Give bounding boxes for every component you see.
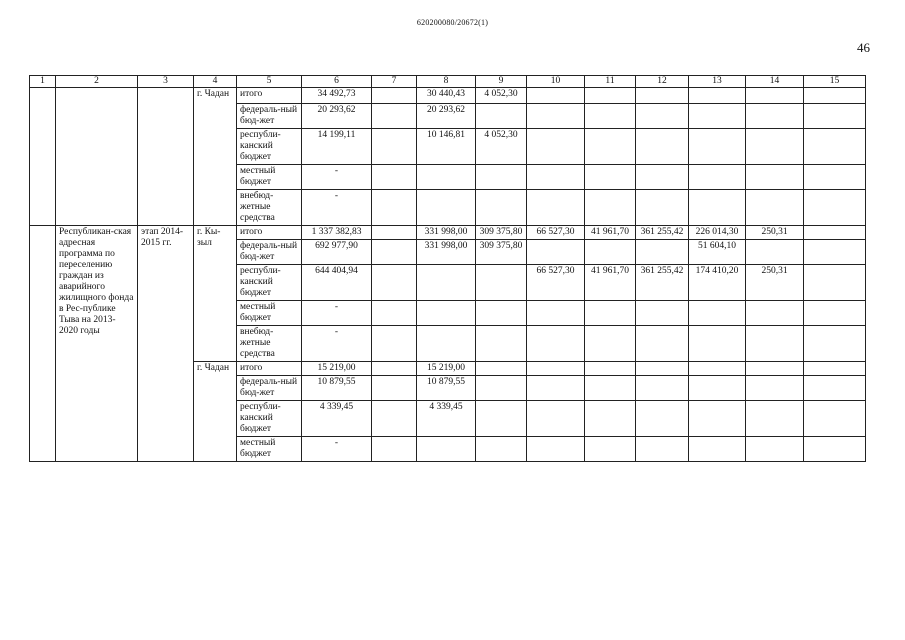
cell-c12 <box>636 376 689 401</box>
cell-c12: 361 255,42 <box>636 265 689 301</box>
cell-c6: - <box>302 165 372 190</box>
cell-c12: 361 255,42 <box>636 226 689 240</box>
cell-c10 <box>527 104 585 129</box>
cell-c6: 692 977,90 <box>302 240 372 265</box>
cell-c9 <box>476 362 527 376</box>
cell-c8: 331 998,00 <box>417 240 476 265</box>
row-label: федераль-ный бюд-жет <box>237 104 302 129</box>
cell-c14 <box>746 401 804 437</box>
row-label: местный бюджет <box>237 165 302 190</box>
cell-c7 <box>372 401 417 437</box>
cell-c11 <box>585 401 636 437</box>
cell-c8 <box>417 326 476 362</box>
cell-c11 <box>585 301 636 326</box>
cell-c9: 309 375,80 <box>476 240 527 265</box>
city-kyzyl: г. Кы-зыл <box>194 226 237 362</box>
cell-c8 <box>417 437 476 462</box>
cell-c13 <box>689 376 746 401</box>
cell-c15 <box>804 104 866 129</box>
row-label: местный бюджет <box>237 301 302 326</box>
cell-c12 <box>636 104 689 129</box>
col-header-11: 11 <box>585 76 636 88</box>
cell-c9 <box>476 401 527 437</box>
cell-c9 <box>476 301 527 326</box>
cell-c11 <box>585 129 636 165</box>
cell-c12 <box>636 301 689 326</box>
column-number-row <box>30 76 866 88</box>
cell-c15 <box>804 240 866 265</box>
cell-c8: 20 293,62 <box>417 104 476 129</box>
cell-empty <box>30 88 56 226</box>
cell-c15 <box>804 326 866 362</box>
col-header-4: 4 <box>194 76 237 88</box>
cell-c14 <box>746 129 804 165</box>
cell-c14 <box>746 190 804 226</box>
col-header-8: 8 <box>417 76 476 88</box>
cell-c7 <box>372 165 417 190</box>
row-label: итого <box>237 226 302 240</box>
cell-c10: 66 527,30 <box>527 265 585 301</box>
cell-c12 <box>636 190 689 226</box>
cell-c10 <box>527 88 585 104</box>
cell-c6: 15 219,00 <box>302 362 372 376</box>
cell-c14 <box>746 165 804 190</box>
cell-c6: 4 339,45 <box>302 401 372 437</box>
cell-c7 <box>372 104 417 129</box>
cell-c8 <box>417 165 476 190</box>
row-label: республи-канский бюджет <box>237 265 302 301</box>
cell-c7 <box>372 226 417 240</box>
cell-c14 <box>746 240 804 265</box>
row-label: местный бюджет <box>237 437 302 462</box>
table-row <box>30 226 866 240</box>
row-label: республи-канский бюджет <box>237 129 302 165</box>
cell-c13 <box>689 104 746 129</box>
cell-c8: 4 339,45 <box>417 401 476 437</box>
cell-c14: 250,31 <box>746 265 804 301</box>
row-label: внебюд-жетные средства <box>237 190 302 226</box>
cell-c11 <box>585 326 636 362</box>
cell-c6: 14 199,11 <box>302 129 372 165</box>
budget-table <box>29 75 866 462</box>
table-row <box>30 88 866 104</box>
cell-c7 <box>372 129 417 165</box>
cell-c15 <box>804 129 866 165</box>
cell-c11 <box>585 190 636 226</box>
col-header-9: 9 <box>476 76 527 88</box>
col-header-5: 5 <box>237 76 302 88</box>
cell-c6: 34 492,73 <box>302 88 372 104</box>
cell-c10 <box>527 326 585 362</box>
col-header-2: 2 <box>56 76 138 88</box>
cell-c9 <box>476 190 527 226</box>
cell-c12 <box>636 129 689 165</box>
cell-c10 <box>527 437 585 462</box>
col-header-3: 3 <box>138 76 194 88</box>
cell-c15 <box>804 376 866 401</box>
cell-c10 <box>527 376 585 401</box>
cell-empty <box>56 88 138 226</box>
cell-c11 <box>585 88 636 104</box>
cell-c10 <box>527 129 585 165</box>
cell-c13: 51 604,10 <box>689 240 746 265</box>
cell-c11 <box>585 362 636 376</box>
cell-c10 <box>527 165 585 190</box>
cell-c10 <box>527 240 585 265</box>
cell-c8 <box>417 301 476 326</box>
col-header-6: 6 <box>302 76 372 88</box>
cell-c12 <box>636 437 689 462</box>
cell-c15 <box>804 190 866 226</box>
cell-c8: 331 998,00 <box>417 226 476 240</box>
cell-c7 <box>372 240 417 265</box>
cell-c15 <box>804 265 866 301</box>
cell-c13: 174 410,20 <box>689 265 746 301</box>
cell-c6: 644 404,94 <box>302 265 372 301</box>
cell-c14 <box>746 104 804 129</box>
cell-c15 <box>804 165 866 190</box>
cell-c10: 66 527,30 <box>527 226 585 240</box>
cell-c15 <box>804 301 866 326</box>
cell-c11 <box>585 240 636 265</box>
cell-c9 <box>476 326 527 362</box>
cell-c7 <box>372 301 417 326</box>
cell-c13 <box>689 88 746 104</box>
cell-empty <box>30 226 56 462</box>
cell-c9 <box>476 437 527 462</box>
cell-c6: 10 879,55 <box>302 376 372 401</box>
cell-c7 <box>372 376 417 401</box>
cell-c15 <box>804 437 866 462</box>
document-id: 620200080/20672(1) <box>416 18 489 27</box>
col-header-14: 14 <box>746 76 804 88</box>
cell-c7 <box>372 265 417 301</box>
cell-c11 <box>585 104 636 129</box>
col-header-7: 7 <box>372 76 417 88</box>
cell-c9 <box>476 376 527 401</box>
cell-c13 <box>689 165 746 190</box>
cell-c9 <box>476 165 527 190</box>
cell-c12 <box>636 165 689 190</box>
row-label: итого <box>237 362 302 376</box>
cell-c6: - <box>302 326 372 362</box>
row-label: федераль-ный бюд-жет <box>237 376 302 401</box>
row-label: федераль-ный бюд-жет <box>237 240 302 265</box>
cell-c13 <box>689 326 746 362</box>
cell-c14 <box>746 301 804 326</box>
cell-c6: - <box>302 301 372 326</box>
city-chadan: г. Чадан <box>194 362 237 462</box>
cell-c11 <box>585 437 636 462</box>
cell-c6: - <box>302 437 372 462</box>
cell-empty <box>138 88 194 226</box>
page-number: 46 <box>857 40 870 55</box>
cell-c13 <box>689 401 746 437</box>
cell-c10 <box>527 301 585 326</box>
cell-c14 <box>746 437 804 462</box>
col-header-10: 10 <box>527 76 585 88</box>
cell-c14: 250,31 <box>746 226 804 240</box>
cell-c7 <box>372 190 417 226</box>
cell-c12 <box>636 240 689 265</box>
cell-c10 <box>527 190 585 226</box>
cell-c12 <box>636 326 689 362</box>
cell-c14 <box>746 326 804 362</box>
cell-c10 <box>527 362 585 376</box>
cell-c14 <box>746 88 804 104</box>
cell-c11: 41 961,70 <box>585 265 636 301</box>
col-header-1: 1 <box>30 76 56 88</box>
row-label: внебюд-жетные средства <box>237 326 302 362</box>
cell-c15 <box>804 362 866 376</box>
cell-c15 <box>804 401 866 437</box>
program-name: Республикан-ская адресная программа по переселению граждан из аварийного жилищного фонда в Рес-публике Тыва на 2013-2020 годы <box>56 226 138 462</box>
city-chadan: г. Чадан <box>194 88 237 226</box>
cell-c14 <box>746 362 804 376</box>
program-stage: этап 2014-2015 гг. <box>138 226 194 462</box>
col-header-12: 12 <box>636 76 689 88</box>
cell-c15 <box>804 88 866 104</box>
row-label: республи-канский бюджет <box>237 401 302 437</box>
cell-c13: 226 014,30 <box>689 226 746 240</box>
cell-c13 <box>689 437 746 462</box>
cell-c13 <box>689 129 746 165</box>
cell-c11 <box>585 376 636 401</box>
cell-c13 <box>689 190 746 226</box>
cell-c6: - <box>302 190 372 226</box>
cell-c8 <box>417 265 476 301</box>
cell-c7 <box>372 437 417 462</box>
cell-c14 <box>746 376 804 401</box>
cell-c13 <box>689 301 746 326</box>
cell-c8 <box>417 190 476 226</box>
cell-c7 <box>372 88 417 104</box>
cell-c9 <box>476 104 527 129</box>
cell-c6: 20 293,62 <box>302 104 372 129</box>
cell-c8: 15 219,00 <box>417 362 476 376</box>
cell-c9 <box>476 265 527 301</box>
col-header-15: 15 <box>804 76 866 88</box>
cell-c9: 4 052,30 <box>476 88 527 104</box>
cell-c10 <box>527 401 585 437</box>
cell-c12 <box>636 362 689 376</box>
cell-c12 <box>636 401 689 437</box>
cell-c7 <box>372 326 417 362</box>
col-header-13: 13 <box>689 76 746 88</box>
row-label: итого <box>237 88 302 104</box>
cell-c12 <box>636 88 689 104</box>
cell-c15 <box>804 226 866 240</box>
cell-c6: 1 337 382,83 <box>302 226 372 240</box>
cell-c8: 10 146,81 <box>417 129 476 165</box>
cell-c11: 41 961,70 <box>585 226 636 240</box>
cell-c11 <box>585 165 636 190</box>
cell-c9: 4 052,30 <box>476 129 527 165</box>
cell-c7 <box>372 362 417 376</box>
cell-c8: 30 440,43 <box>417 88 476 104</box>
cell-c9: 309 375,80 <box>476 226 527 240</box>
cell-c13 <box>689 362 746 376</box>
cell-c8: 10 879,55 <box>417 376 476 401</box>
